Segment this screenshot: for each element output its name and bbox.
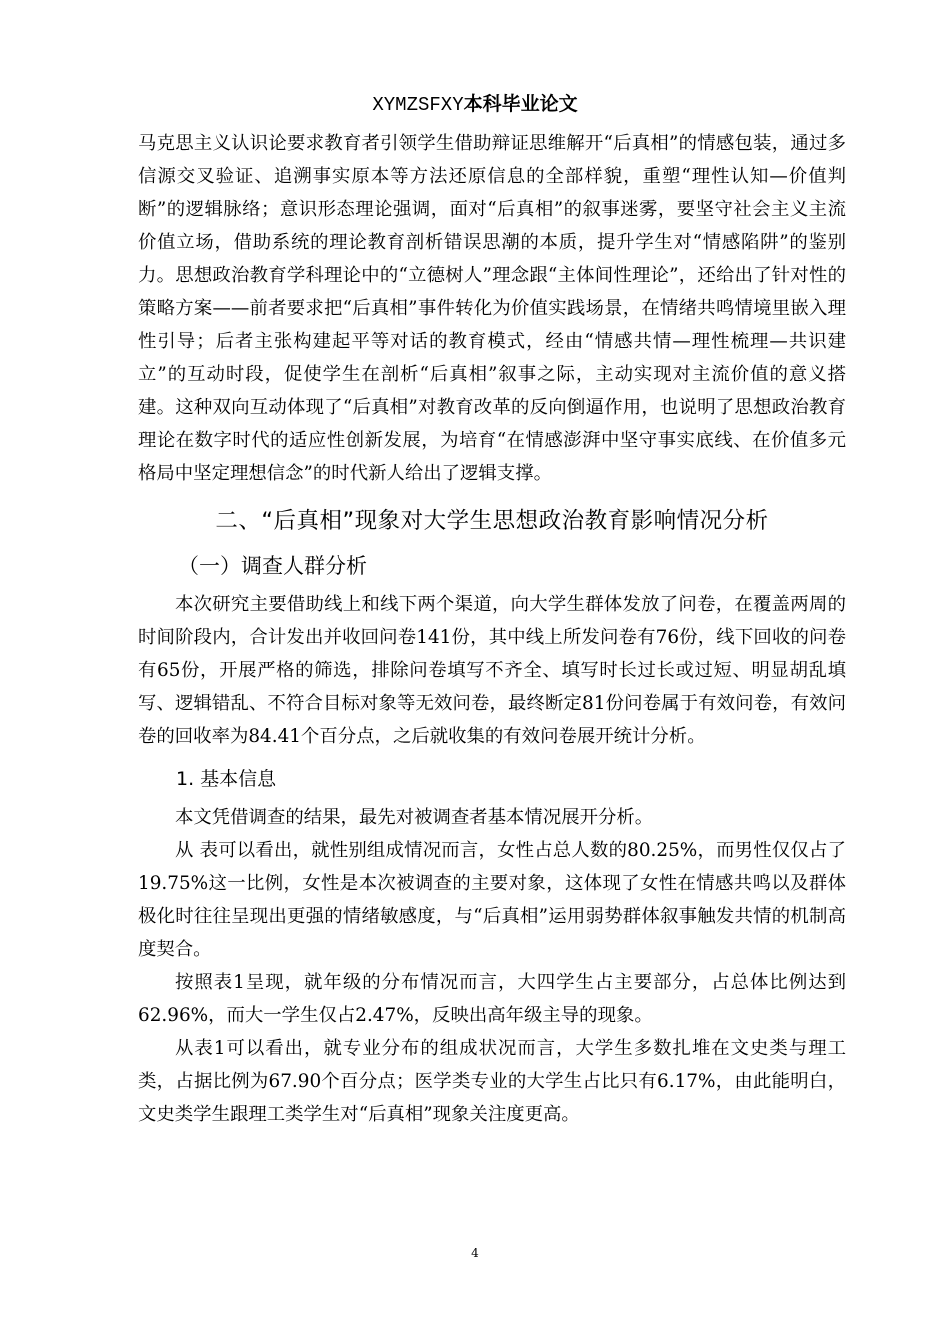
paragraph-major: 从表1可以看出，就专业分布的组成状况而言，大学生多数扎堆在文史类与理工类，占据比例为67.90个百分点；医学类专业的大学生占比只有6.17%，由此能明白，文史类学生跟理工类学生对“后真相”现象关注度更高。 bbox=[138, 1038, 846, 1125]
item-heading: 1. 基本信息 bbox=[176, 768, 277, 790]
paragraph-theory: 马克思主义认识论要求教育者引领学生借助辩证思维解开“后真相”的情感包装，通过多信源交叉验证、追溯事实原本等方法还原信息的全部样貌，重塑“理性认知—价值判断”的逻辑脉络；意识形态理论强调，面对“后真相”的叙事迷雾，要坚守社会主义主流价值立场，借助系统的理论教育剖析错误思潮的本质，提升学生对“情感陷阱”的鉴别力。思想政治教育学科理论中的“立德树人”理念跟“主体间性理论”，还给出了针对性的策略方案——前者要求把“后真相”事件转化为价值实践场景，在情绪共鸣情境里嵌入理性引导；后者主张构建起平等对话的教育模式，经由“情感共情—理性梳理—共识建立”的互动时段，促使学生在剖析“后真相”叙事之际，主动实现对主流价值的意义搭建。这种双向互动体现了“后真相”对教育改革的反向倒逼作用，也说明了思想政治教育理论在数字时代的适应性创新发展，为培育“在情感澎湃中坚守事实底线、在价值多元格局中坚定理想信念”的时代新人给出了逻辑支撑。 bbox=[138, 133, 846, 484]
paragraph-gender: 从 表可以看出，就性别组成情况而言，女性占总人数的80.25%，而男性仅仅占了19.75%这一比例，女性是本次被调查的主要对象，这体现了女性在情感共鸣以及群体极化时往往呈现出更强的情绪敏感度，与“后真相”运用弱势群体叙事触发共情的机制高度契合。 bbox=[138, 840, 846, 960]
subsection-heading: （一）调查人群分析 bbox=[178, 554, 367, 578]
paragraph-basic-intro: 本文凭借调查的结果，最先对被调查者基本情况展开分析。 bbox=[175, 807, 654, 828]
paragraph-survey-method: 本次研究主要借助线上和线下两个渠道，向大学生群体发放了问卷，在覆盖两周的时间阶段内，合计发出并收回问卷141份，其中线上所发问卷有76份，线下回收的问卷有65份，开展严格的筛选，排除问卷填写不齐全、填写时长过长或过短、明显胡乱填写、逻辑错乱、不符合目标对象等无效问卷，最终断定81份问卷属于有效问卷，有效问卷的回收率为84.41个百分点，之后就收集的有效问卷展开统计分析。 bbox=[138, 594, 846, 747]
header-code: XYMZSFXY bbox=[372, 94, 464, 116]
document-body bbox=[138, 127, 846, 1131]
section-heading: 二、“后真相”现象对大学生思想政治教育影响情况分析 bbox=[215, 508, 769, 534]
page-number: 4 bbox=[471, 1246, 479, 1260]
header-title: 本科毕业论文 bbox=[463, 93, 578, 115]
page-header bbox=[0, 91, 950, 118]
paragraph-grade: 按照表1呈现，就年级的分布情况而言，大四学生占主要部分，占总体比例达到62.96%，而大一学生仅占2.47%，反映出高年级主导的现象。 bbox=[138, 972, 846, 1026]
